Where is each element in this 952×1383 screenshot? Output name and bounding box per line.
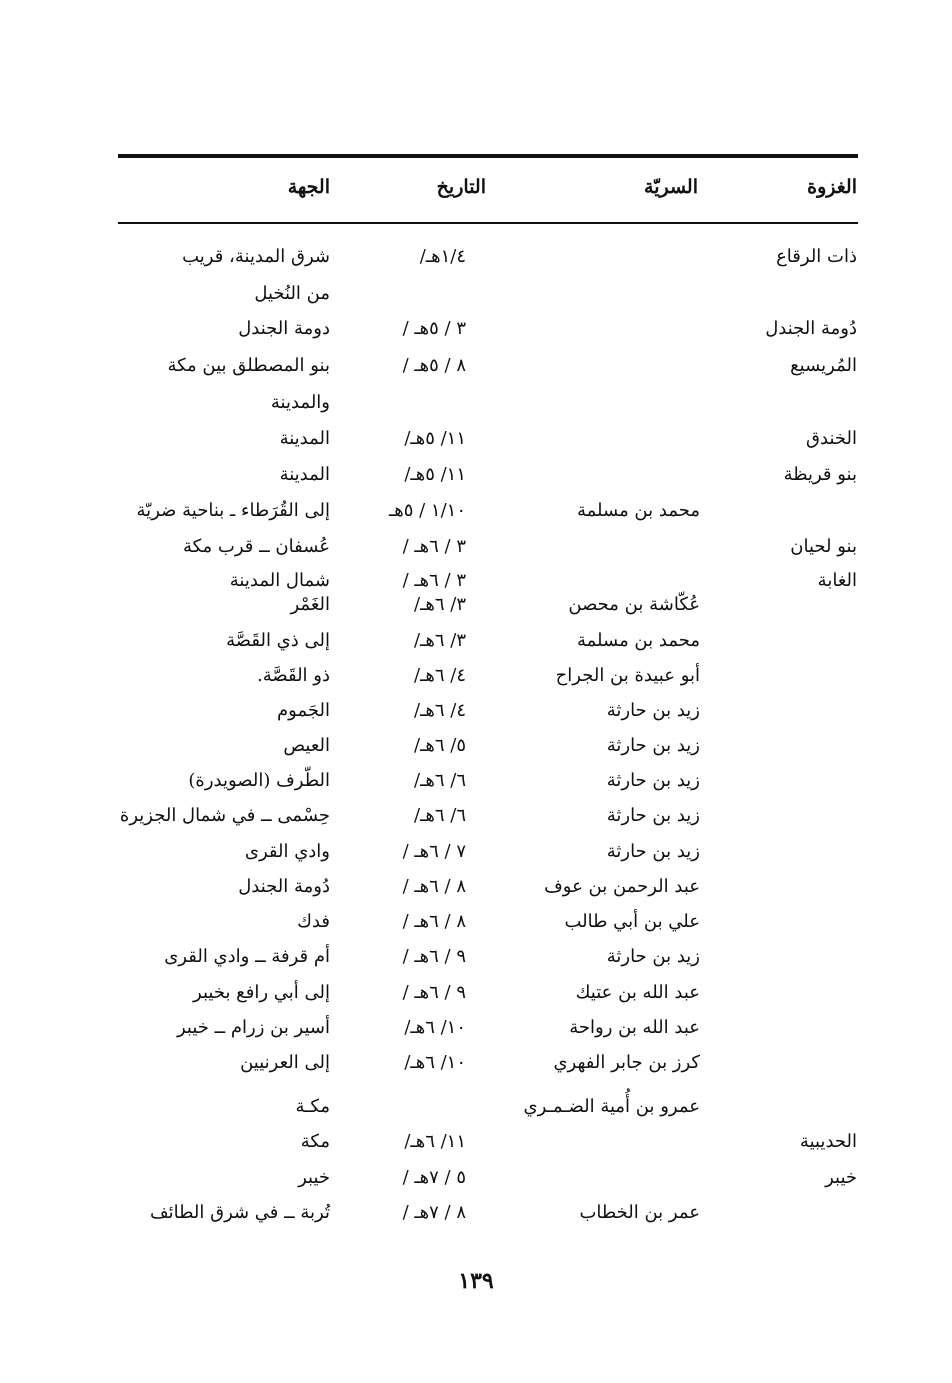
cell-sariyya: عبد الله بن رواحة: [569, 1017, 700, 1038]
cell-jiha: إلى العرنيين: [240, 1052, 330, 1073]
cell-sariyya: زيد بن حارثة: [606, 841, 700, 862]
cell-sariyya: زيد بن حارثة: [606, 946, 700, 967]
cell-sariyya: كرز بن جابر الفهري: [553, 1052, 700, 1073]
cell-sariyya: عمر بن الخطاب: [579, 1202, 700, 1223]
cell-date: /٣/ ٦هـ: [414, 630, 466, 651]
cell-jiha: تُربة ــ في شرق الطائف: [150, 1202, 330, 1223]
cell-ghazwa: ذات الرقاع: [776, 246, 857, 267]
cell-date: / ٨ / ٥هـ: [402, 355, 466, 376]
cell-ghazwa: خيبر: [825, 1167, 857, 1188]
cell-date: /٤/ ٦هـ: [414, 665, 466, 686]
cell-date: /١/٤هـ: [419, 246, 466, 267]
cell-sariyya: عمرو بن أُمية الضـمـري: [523, 1096, 700, 1117]
cell-jiha: مكة: [300, 1131, 330, 1152]
cell-sariyya: عبد الرحمن بن عوف: [544, 876, 700, 897]
header-ghazwa: الغزوة: [807, 176, 857, 198]
cell-jiha: والمدينة: [270, 392, 330, 413]
cell-date: /٤/ ٦هـ: [414, 700, 466, 721]
cell-ghazwa: المُريسيع: [790, 355, 857, 376]
cell-date: /٥/ ٦هـ: [414, 735, 466, 756]
cell-date: / ٣ / ٦هـ: [402, 536, 466, 557]
cell-date: / ٩ / ٦هـ: [402, 982, 466, 1003]
cell-sariyya: عبد الله بن عتيك: [575, 982, 700, 1003]
cell-ghazwa: الحديبية: [799, 1131, 857, 1152]
cell-jiha: إلى أبي رافع بخيبر: [193, 982, 330, 1003]
cell-jiha: الطّرف (الصويدرة): [188, 770, 330, 791]
cell-jiha: المدينة: [279, 464, 330, 485]
cell-jiha: إلى القُرَطاء ـ بناحية ضريّة: [136, 500, 330, 521]
cell-ghazwa: الخندق: [806, 428, 857, 449]
cell-jiha: ذو القَصَّة.: [256, 665, 330, 686]
header-sariyya: السريّة: [644, 176, 698, 198]
cell-date: /٦/ ٦هـ: [414, 770, 466, 791]
cell-sariyya: زيد بن حارثة: [606, 770, 700, 791]
cell-jiha: أسير بن زرام ــ خيبر: [176, 1017, 330, 1038]
cell-sariyya: عُكّاشة بن محصن: [568, 594, 700, 615]
cell-date: ١/١٠ / ٥هـ: [388, 500, 466, 521]
cell-jiha: شرق المدينة، قريب: [182, 246, 330, 267]
cell-ghazwa: دُومة الجندل: [765, 318, 857, 339]
cell-date: / ٨ / ٦هـ: [402, 911, 466, 932]
cell-ghazwa: الغابة: [817, 570, 857, 591]
cell-jiha: وادي القرى: [244, 841, 330, 862]
cell-jiha: الغَمْر: [290, 594, 330, 615]
cell-sariyya: أبو عبيدة بن الجراح: [555, 665, 700, 686]
cell-jiha: بنو المصطلق بين مكة: [167, 355, 330, 376]
cell-jiha: شمال المدينة: [229, 570, 330, 591]
cell-date: /١٠/ ٦هـ: [404, 1017, 466, 1038]
cell-sariyya: محمد بن مسلمة: [577, 630, 700, 651]
cell-jiha: المدينة: [279, 428, 330, 449]
cell-jiha: من النُخيل: [254, 283, 330, 304]
cell-sariyya: محمد بن مسلمة: [577, 500, 700, 521]
cell-jiha: مكـة: [295, 1096, 330, 1117]
cell-jiha: العيص: [283, 735, 330, 756]
cell-jiha: فدك: [297, 911, 330, 932]
header-date: التاريخ: [436, 176, 486, 198]
cell-sariyya: زيد بن حارثة: [606, 735, 700, 756]
cell-jiha: الجَموم: [277, 700, 330, 721]
page-number: ١٣٩: [458, 1268, 494, 1294]
cell-date: /٣/ ٦هـ: [414, 594, 466, 615]
cell-ghazwa: بنو قريظة: [783, 464, 857, 485]
cell-date: / ٥ / ٧هـ: [402, 1167, 466, 1188]
cell-date: /١٠/ ٦هـ: [404, 1052, 466, 1073]
cell-jiha: عُسفان ــ قرب مكة: [182, 536, 330, 557]
cell-jiha: إلى ذي القَصَّة: [226, 630, 330, 651]
top-rule: [118, 154, 858, 158]
cell-jiha: دُومة الجندل: [238, 876, 330, 897]
cell-jiha: أم قرفة ــ وادي القرى: [164, 946, 330, 967]
cell-jiha: حِسْمى ــ في شمال الجزيرة: [119, 805, 330, 826]
cell-date: /١١/ ٦هـ: [404, 1131, 466, 1152]
cell-jiha: خيبر: [298, 1167, 330, 1188]
cell-date: / ٩ / ٦هـ: [402, 946, 466, 967]
cell-ghazwa: بنو لحيان: [790, 536, 857, 557]
cell-sariyya: زيد بن حارثة: [606, 700, 700, 721]
header-rule: [118, 222, 858, 224]
cell-date: /٦/ ٦هـ: [414, 805, 466, 826]
cell-date: / ٣ / ٥هـ: [402, 318, 466, 339]
cell-jiha: دومة الجندل: [238, 318, 330, 339]
cell-date: / ٣ / ٦هـ: [402, 570, 466, 591]
cell-date: /١١/ ٥هـ: [404, 464, 466, 485]
header-jiha: الجهة: [287, 176, 330, 198]
cell-date: /١١/ ٥هـ: [404, 428, 466, 449]
cell-date: / ٨ / ٦هـ: [402, 876, 466, 897]
cell-sariyya: علي بن أبي طالب: [564, 911, 700, 932]
cell-sariyya: زيد بن حارثة: [606, 805, 700, 826]
cell-date: / ٧ / ٦هـ: [402, 841, 466, 862]
cell-date: / ٨ / ٧هـ: [402, 1202, 466, 1223]
